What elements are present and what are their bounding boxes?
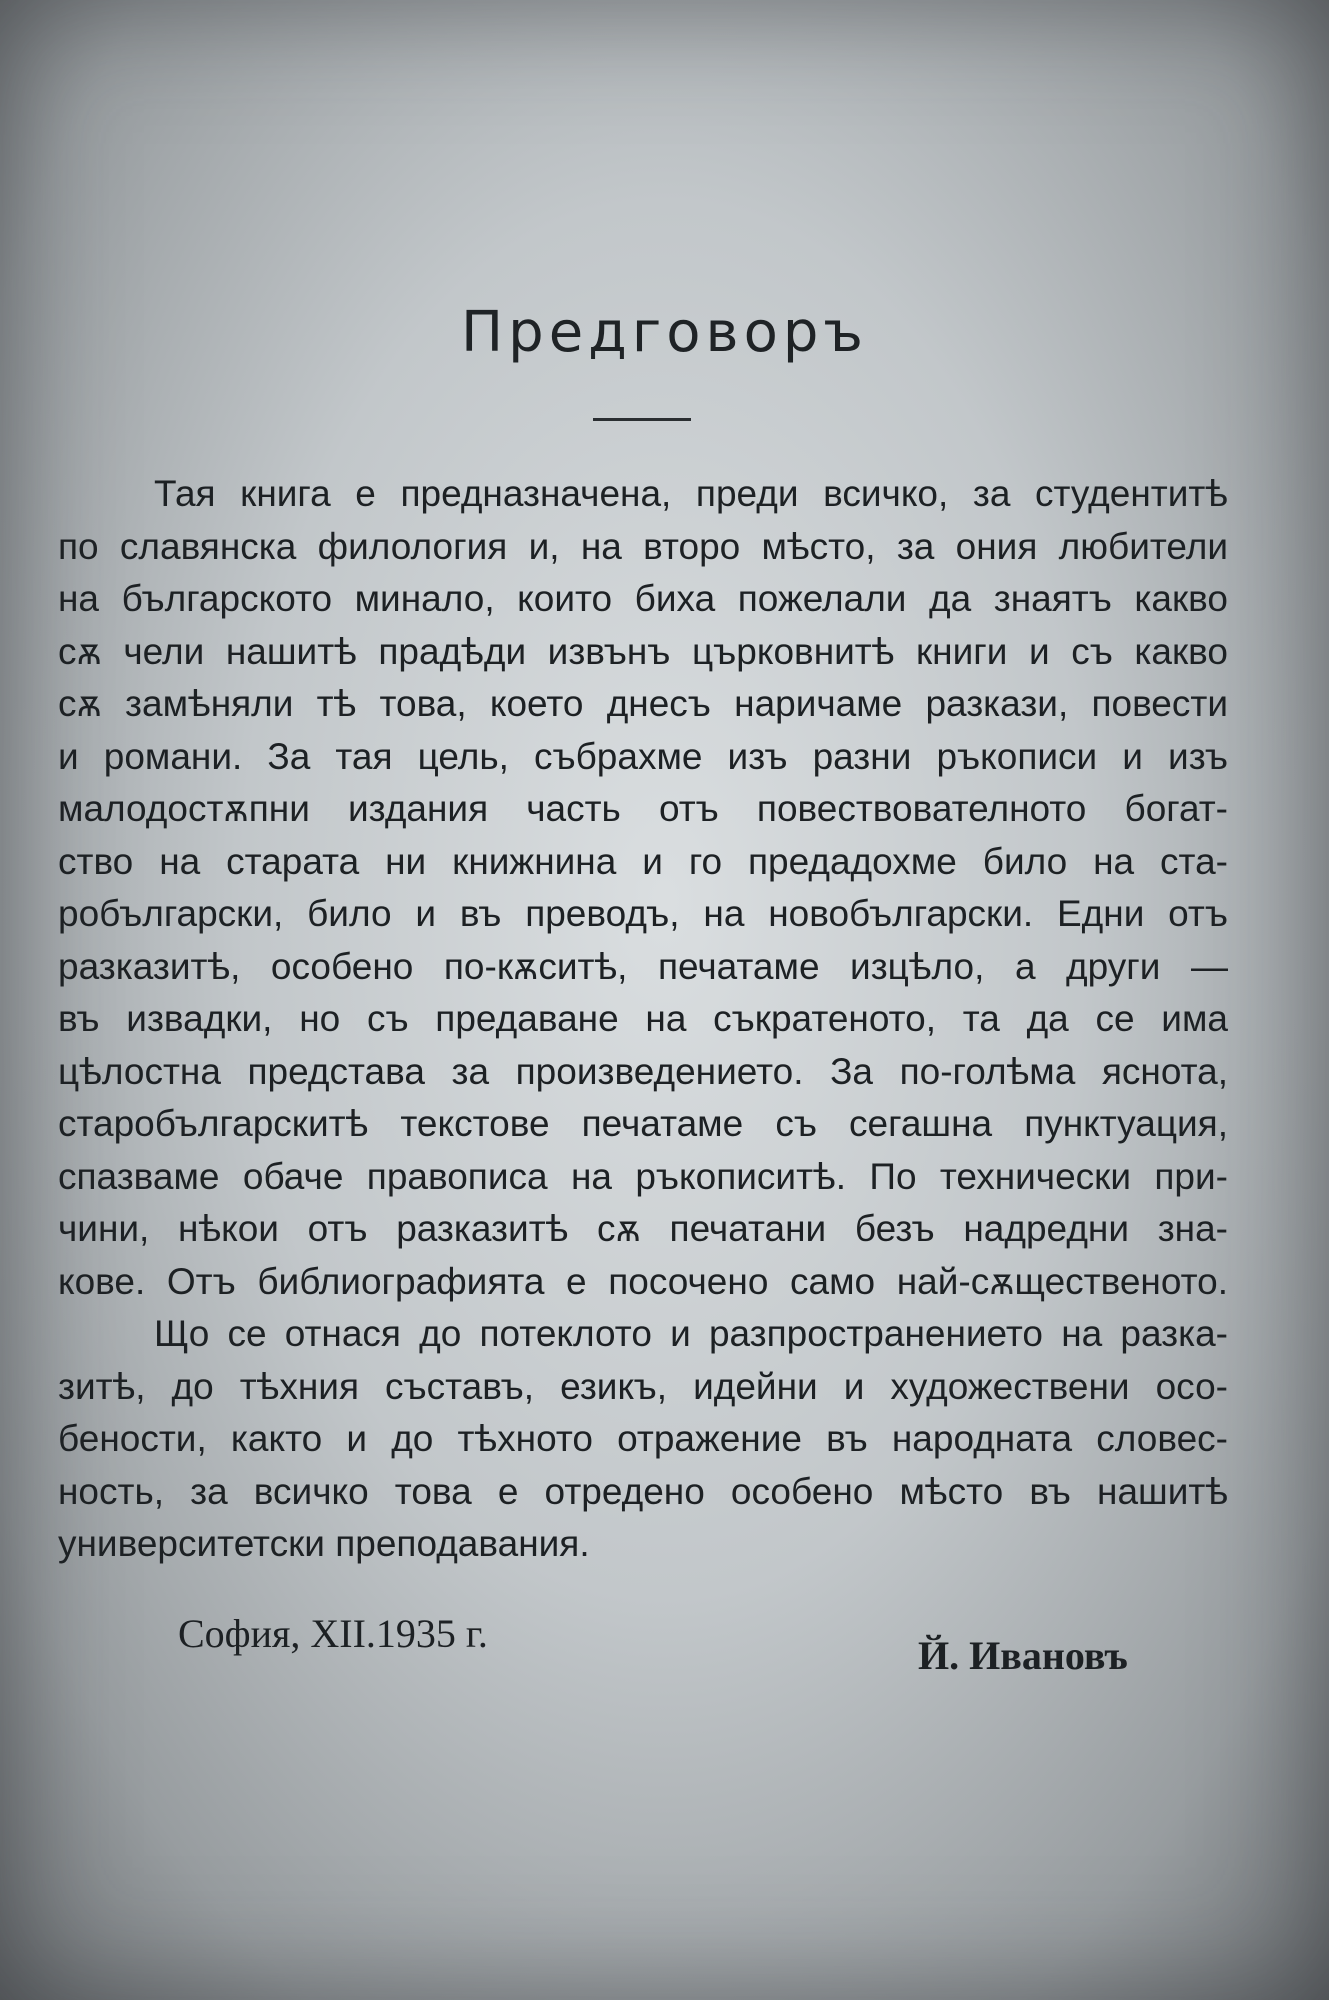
paragraph-2 [58, 1308, 1228, 1571]
text-line: сѫ замѣняли тѣ това, което днесъ наричаме разкази, повести [58, 683, 1228, 724]
text-line: Тая книга е предназначена, преди всичко, за студентитѣ [154, 473, 1228, 514]
text-line: ство на старата ни книжнина и го предадохме било на ста- [58, 840, 1228, 882]
text-line: на българското минало, които биха пожелали да знаятъ какво [58, 578, 1228, 619]
text-line: и романи. За тая цель, събрахме изъ разни ръкописи и изъ [58, 735, 1228, 777]
text-line: по славянска филология и, на второ мѣсто, за ония любители [58, 525, 1228, 567]
text-line: въ извадки, но съ предаване на съкратеното, та да се има [58, 998, 1228, 1039]
preface-body [58, 468, 1228, 1571]
author-signature: Й. Ивановъ [918, 1633, 1128, 1678]
text-line: старобългарскитѣ текстове печатаме съ сегашна пунктуация, [58, 1103, 1228, 1144]
paragraph-1 [58, 468, 1228, 1308]
text-line: бености, както и до тѣхното отражение въ народната словес- [58, 1418, 1228, 1459]
text-line: кове. Отъ библиографията е посочено само най-сѫщественото. [58, 1260, 1228, 1302]
page-title: Предговоръ [461, 300, 868, 365]
text-line: сѫ чели нашитѣ прадѣди извънъ църковнитѣ книги и съ какво [58, 630, 1228, 672]
text-line: робългарски, било и въ преводъ, на новобългарски. Едни отъ [58, 893, 1228, 934]
text-line: малодостѫпни издания часть отъ повествователното богат- [58, 788, 1228, 829]
text-line: разказитѣ, особено по-кѫситѣ, печатаме изцѣло, а други — [58, 945, 1228, 987]
text-line: чини, нѣкои отъ разказитѣ сѫ печатани безъ надредни зна- [58, 1208, 1228, 1249]
text-line: зитѣ, до тѣхния съставъ, езикъ, идейни и художествени осо- [58, 1365, 1228, 1407]
place-date: София, XII.1935 г. [178, 1611, 488, 1656]
text-line: цѣлостна представа за произведението. За по-голѣма яснота, [58, 1050, 1228, 1092]
text-line: университетски преподавания. [58, 1523, 590, 1564]
text-line: Що се отнася до потеклото и разпространението на разка- [154, 1313, 1228, 1354]
title-divider [593, 418, 691, 421]
text-line: спазваме обаче правописа на ръкописитѣ. По технически при- [58, 1155, 1228, 1197]
text-line: ность, за всичко това е отредено особено мѣсто въ нашитѣ [58, 1470, 1228, 1512]
